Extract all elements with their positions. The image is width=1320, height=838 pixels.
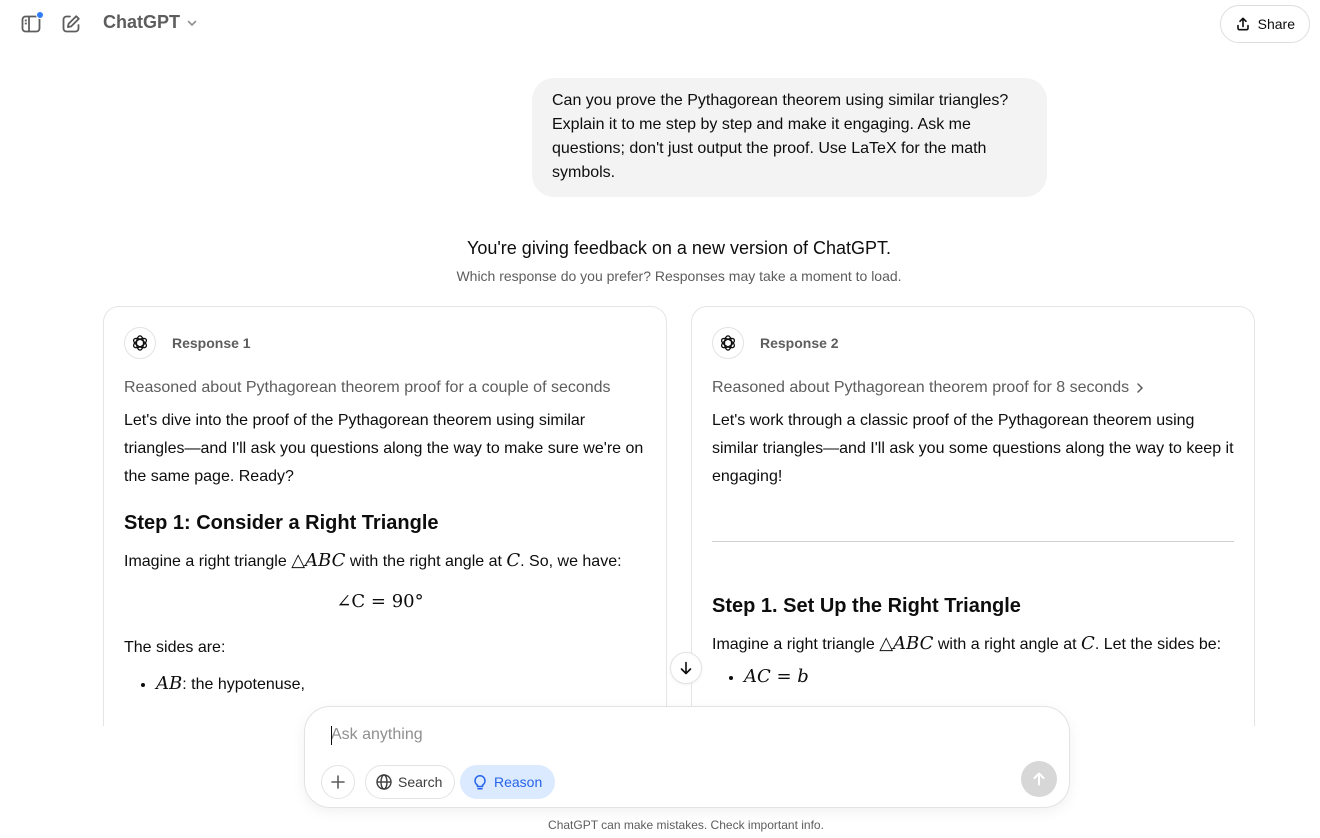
new-chat-button[interactable] xyxy=(57,10,85,38)
response-card-2[interactable] xyxy=(691,306,1255,726)
math-triangle: △ABC xyxy=(879,633,934,654)
math-side: AC = b xyxy=(744,666,809,687)
disclaimer-text: ChatGPT can make mistakes. Check important info. xyxy=(548,818,824,832)
lightbulb-icon xyxy=(471,773,489,791)
sides-list xyxy=(124,670,646,699)
feedback-title: You're giving feedback on a new version of ChatGPT. xyxy=(466,238,892,258)
search-label: Search xyxy=(398,774,443,790)
user-message: Can you prove the Pythagorean theorem using similar triangles? Explain it to me step by step and make it engaging. Ask me questions; don't just output the proof. Use LaTeX for the math symbols. xyxy=(532,78,1047,197)
openai-logo-icon xyxy=(712,327,744,359)
list-item xyxy=(744,663,1234,692)
feedback-subtitle: Which response do you prefer? Responses may take a moment to load. xyxy=(456,268,902,284)
para-text: with the right angle at xyxy=(345,553,507,570)
para-text: with a right angle at xyxy=(933,636,1082,653)
reasoning-text: Reasoned about Pythagorean theorem proof for a couple of seconds xyxy=(124,379,611,396)
response-header xyxy=(712,327,1234,359)
share-button[interactable] xyxy=(1220,5,1310,43)
math-vertex: C xyxy=(506,550,521,571)
top-bar xyxy=(0,0,1320,50)
response-header xyxy=(124,327,646,359)
list-item xyxy=(156,670,646,699)
response-intro: Let's work through a classic proof of the Pythagorean theorem using similar triangles—and I'll ask you some questions along the way to keep it engaging! xyxy=(712,412,1234,485)
response-intro: Let's dive into the proof of the Pythagorean theorem using similar triangles—and I'll ask you questions along the way to make sure we're on the same page. Ready? xyxy=(124,412,644,485)
share-label: Share xyxy=(1257,16,1295,32)
sides-list xyxy=(712,663,1234,692)
sidebar-toggle-button[interactable] xyxy=(17,10,45,38)
sides-label: The sides are: xyxy=(124,639,226,656)
step-heading: Step 1: Consider a Right Triangle xyxy=(124,512,439,534)
search-button[interactable] xyxy=(365,765,455,799)
display-equation: ∠C = 90° xyxy=(336,591,424,612)
step-paragraph xyxy=(124,547,646,576)
reason-button[interactable] xyxy=(460,765,555,799)
globe-icon xyxy=(375,773,393,791)
para-text: Imagine a right triangle xyxy=(712,636,880,653)
math-side: AB xyxy=(156,673,183,694)
response-label: Response 2 xyxy=(760,335,839,351)
upload-icon xyxy=(1235,16,1251,32)
response-label: Response 1 xyxy=(172,335,251,351)
openai-logo-icon xyxy=(124,327,156,359)
reasoning-text: Reasoned about Pythagorean theorem proof for 8 seconds xyxy=(712,379,1130,396)
pencil-square-icon xyxy=(60,13,82,35)
para-text: . Let the sides be: xyxy=(1094,636,1222,653)
model-switcher[interactable] xyxy=(103,12,198,33)
reason-label: Reason xyxy=(494,774,543,790)
chevron-down-icon xyxy=(186,17,198,29)
step-heading: Step 1. Set Up the Right Triangle xyxy=(712,595,1021,617)
list-item-text: : the hypotenuse, xyxy=(182,676,305,693)
step-paragraph xyxy=(712,630,1234,659)
notification-dot xyxy=(36,11,44,19)
chevron-right-icon xyxy=(1135,382,1145,394)
reasoning-summary[interactable] xyxy=(712,376,1234,400)
horizontal-rule xyxy=(712,541,1234,542)
send-button[interactable] xyxy=(1021,761,1057,797)
composer xyxy=(304,706,1070,808)
attach-button[interactable] xyxy=(321,765,355,799)
response-card-1[interactable] xyxy=(103,306,667,726)
para-text: Imagine a right triangle xyxy=(124,553,292,570)
para-text: . So, we have: xyxy=(520,553,622,570)
model-name: ChatGPT xyxy=(103,12,181,32)
text-caret xyxy=(331,726,332,745)
arrow-up-icon xyxy=(1031,771,1047,787)
math-vertex: C xyxy=(1081,633,1095,654)
reasoning-summary[interactable] xyxy=(124,376,646,400)
math-triangle: △ABC xyxy=(291,550,346,571)
prompt-input[interactable] xyxy=(331,723,1011,747)
scroll-to-bottom-button[interactable] xyxy=(670,652,702,684)
plus-icon xyxy=(329,773,347,791)
arrow-down-icon xyxy=(678,660,694,676)
